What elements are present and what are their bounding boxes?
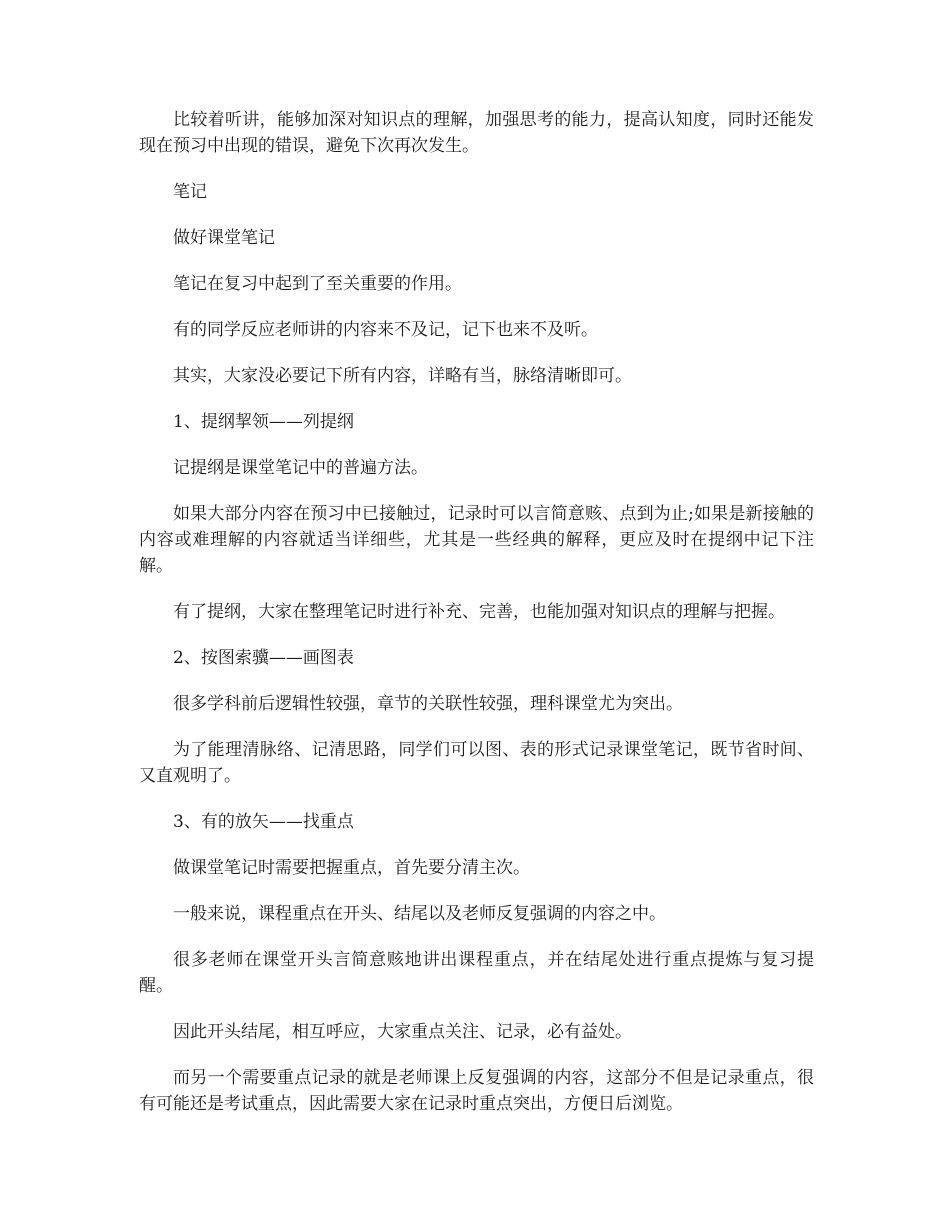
paragraph-repeated-emphasis: 而另一个需要重点记录的就是老师课上反复强调的内容，这部分不但是记录重点，很有可能还是考试重点，因此需要大家在记录时重点突出，方便日后浏览。 [139,1068,814,1114]
paragraph-outline-method: 记提纲是课堂笔记中的普遍方法。 [173,458,428,478]
paragraph-generally: 一般来说，课程重点在开头、结尾以及老师反复强调的内容之中。 [173,904,666,924]
heading-method-2: 2、按图索骥——画图表 [173,648,354,668]
paragraph-outline-benefit: 有了提纲，大家在整理笔记时进行补充、完善，也能加强对知识点的理解与把握。 [173,602,785,622]
subheading-take-notes: 做好课堂笔记 [173,228,275,248]
paragraph-notes-importance: 笔记在复习中起到了至关重要的作用。 [173,274,462,294]
paragraph-key-points: 做课堂笔记时需要把握重点，首先要分清主次。 [173,858,530,878]
paragraph-logic: 很多学科前后逻辑性较强，章节的关联性较强，理科课堂尤为突出。 [173,694,683,714]
paragraph-echo: 因此开头结尾，相互呼应，大家重点关注、记录，必有益处。 [173,1022,632,1042]
paragraph-advice: 其实，大家没必要记下所有内容，详略有当，脉络清晰即可。 [173,366,632,386]
paragraph-charts: 为了能理清脉络、记清思路，同学们可以图、表的形式记录课堂笔记，既节省时间、又直观明了。 [139,740,814,786]
heading-notes: 笔记 [173,182,207,202]
document-page [139,107,814,1137]
paragraph-intro: 比较着听讲，能够加深对知识点的理解，加强思考的能力，提高认知度，同时还能发现在预习中出现的错误，避免下次再次发生。 [139,110,814,156]
heading-method-1: 1、提纲挈领——列提纲 [173,412,354,432]
heading-method-3: 3、有的放矢——找重点 [173,812,354,832]
paragraph-student-feedback: 有的同学反应老师讲的内容来不及记，记下也来不及听。 [173,320,598,340]
paragraph-outline-detail: 如果大部分内容在预习中已接触过，记录时可以言简意赅、点到为止;如果是新接触的内容或难理解的内容就适当详细些，尤其是一些经典的解释，更应及时在提纲中记下注解。 [139,504,814,576]
paragraph-teachers: 很多老师在课堂开头言简意赅地讲出课程重点，并在结尾处进行重点提炼与复习提醒。 [139,950,814,996]
